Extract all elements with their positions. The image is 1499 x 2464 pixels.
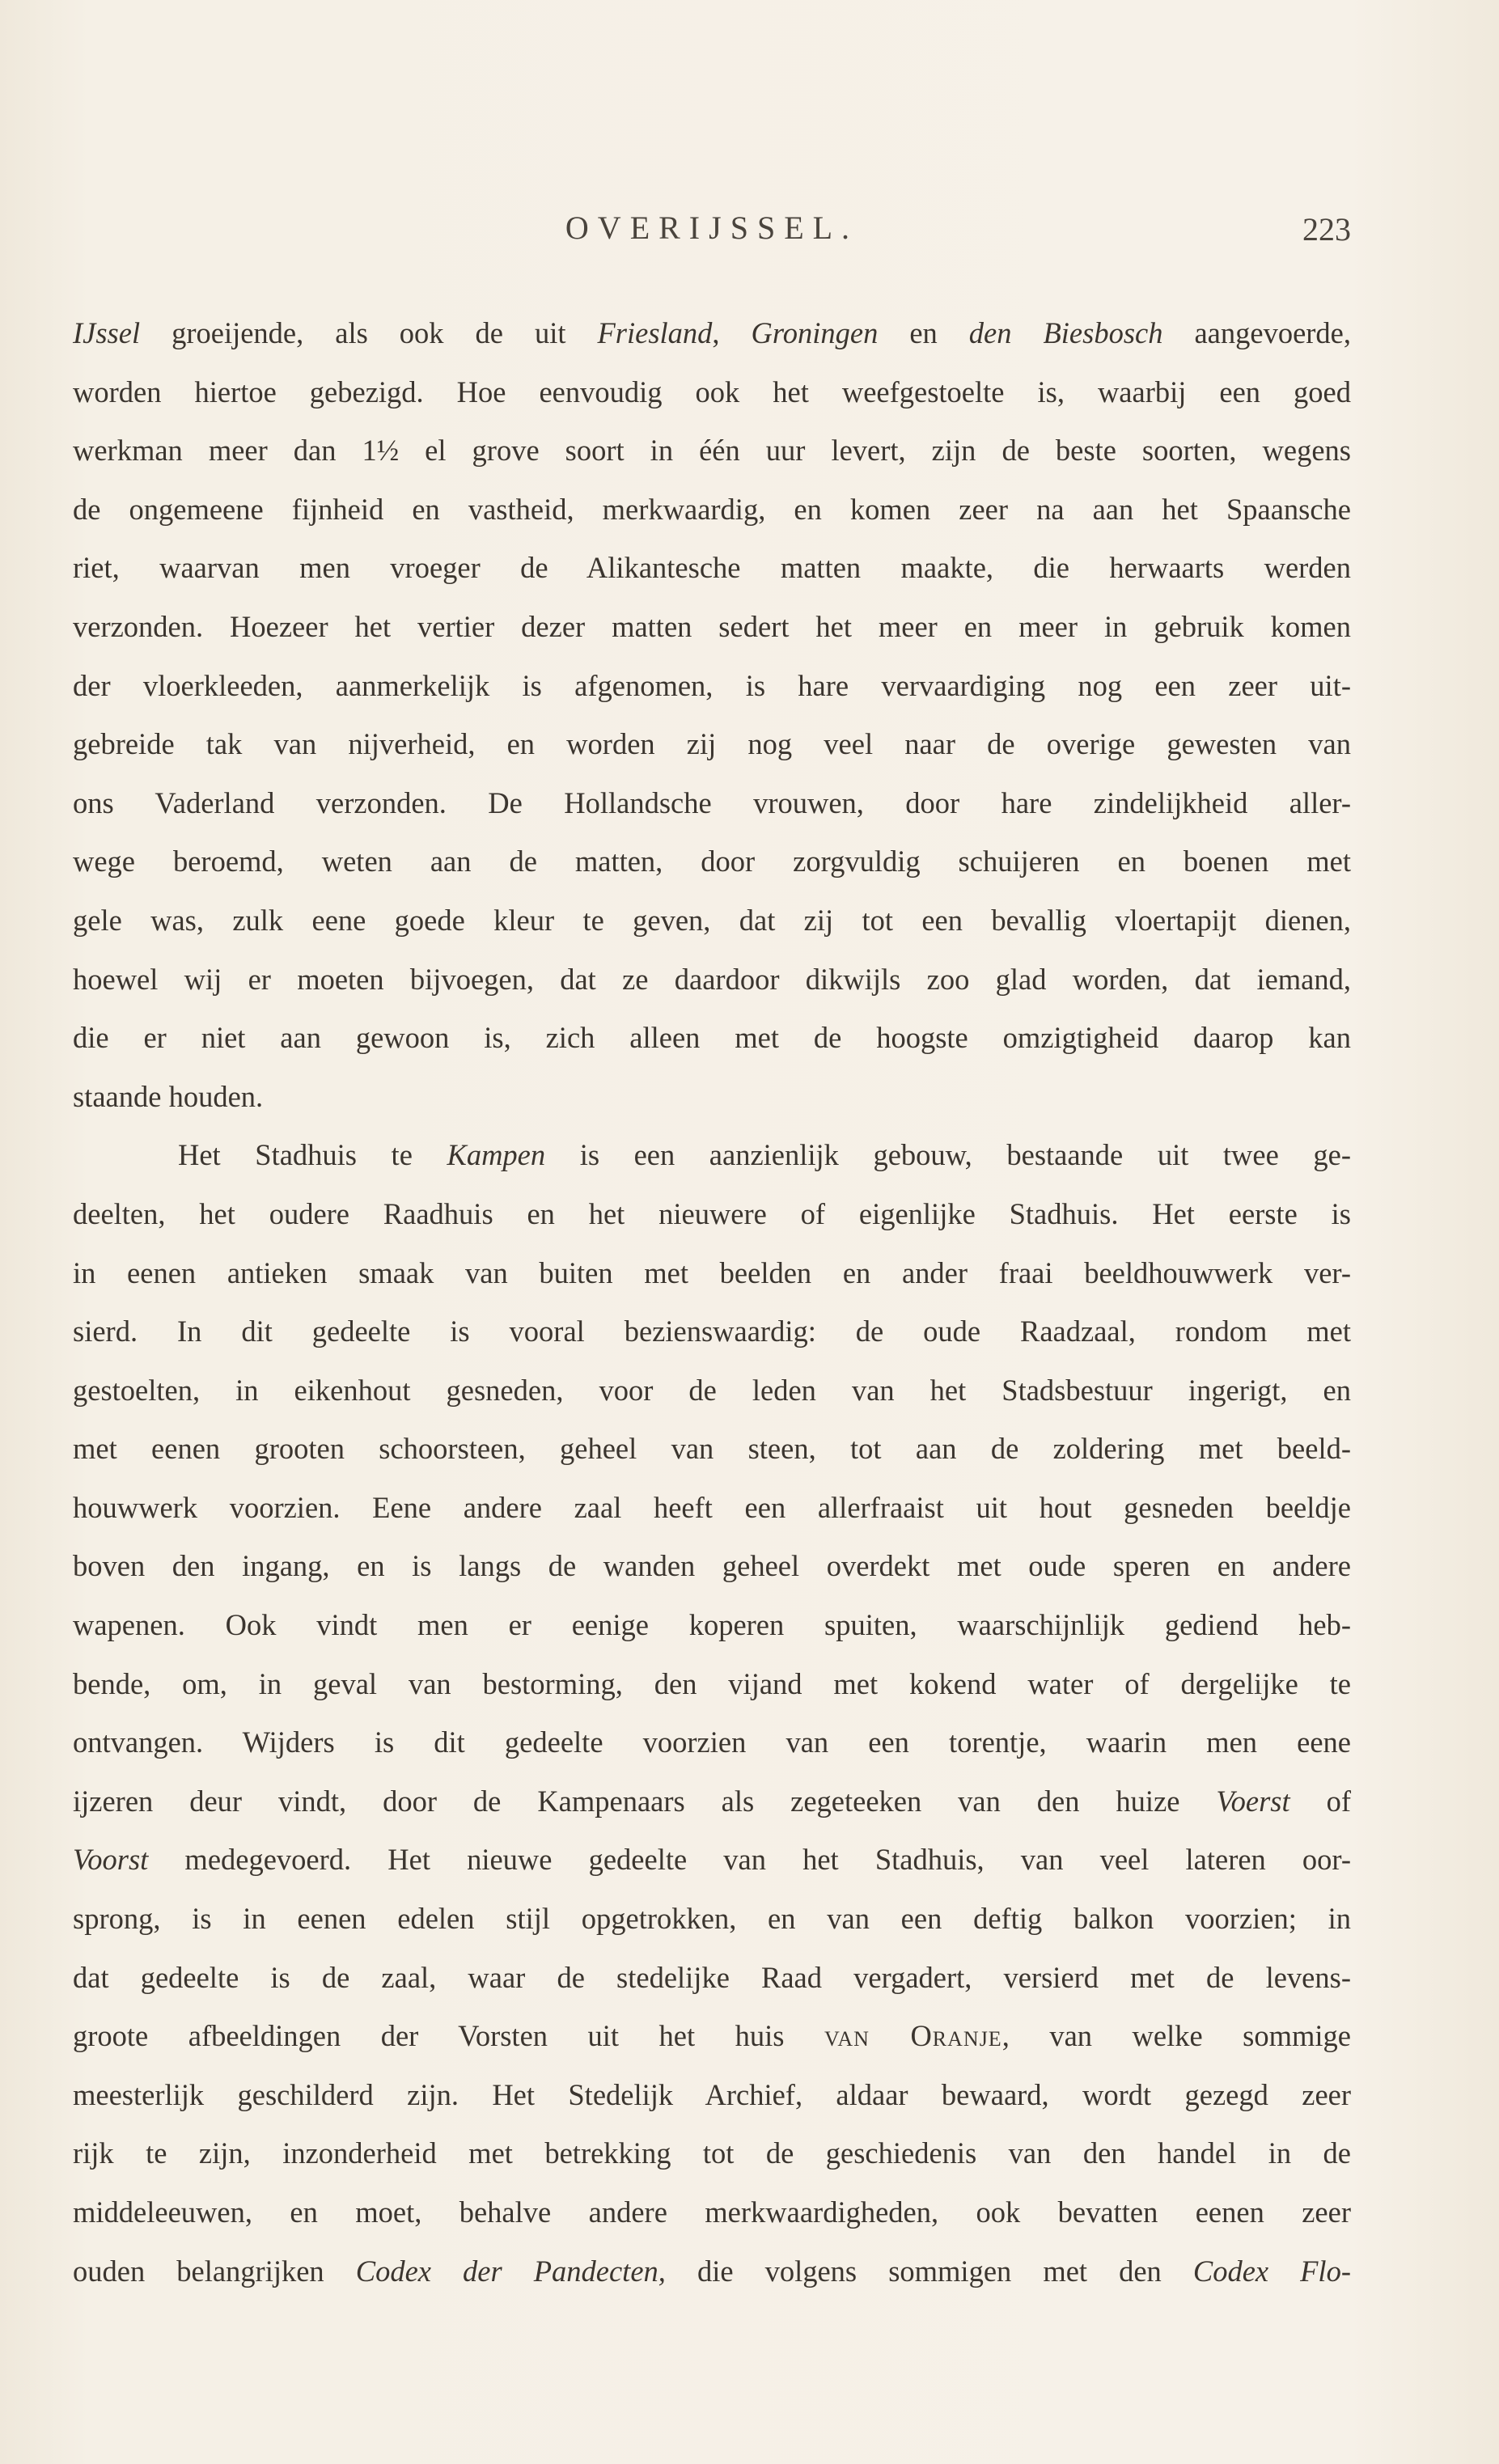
text-line: worden hiertoe gebezigd. Hoe eenvoudig ook het weefgestoelte is, waarbij een goed xyxy=(73,375,1351,409)
text-line: die er niet aan gewoon is, zich alleen met de hoogste omzigtigheid daarop kan xyxy=(73,1021,1351,1055)
italic-place-name: Friesland xyxy=(597,316,713,349)
paragraph-2 xyxy=(73,1126,1351,2301)
text-line: riet, waarvan men vroeger de Alikantesche matten maakte, die herwaarts werden xyxy=(73,551,1351,585)
text-run: en xyxy=(878,316,969,349)
text-line xyxy=(73,1772,1351,1831)
text-line: deelten, het oudere Raadhuis en het nieuwere of eigenlijke Stadhuis. Het eerste is xyxy=(73,1196,1351,1230)
text-run: aangevoerde, xyxy=(1162,316,1352,349)
text-line xyxy=(73,2007,1351,2066)
text-line: met eenen grooten schoorsteen, geheel van steen, tot aan de zoldering met beeld- xyxy=(73,1432,1351,1466)
text-run: die volgens sommigen met den xyxy=(665,2254,1193,2288)
text-line: houwwerk voorzien. Eene andere zaal heeft een allerfraaist uit hout gesneden beeldje xyxy=(73,1490,1351,1524)
small-caps-name: van Oranje xyxy=(824,2019,1002,2053)
text-line: verzonden. Hoezeer het vertier dezer matten sedert het meer en meer in gebruik komen xyxy=(73,609,1351,643)
text-line: gestoelten, in eikenhout gesneden, voor de leden van het Stadsbestuur ingerigt, en xyxy=(73,1373,1351,1407)
text-line: gebreide tak van nijverheid, en worden zij nog veel naar de overige gewesten van xyxy=(73,727,1351,761)
page-number: 223 xyxy=(1302,211,1351,248)
italic-name: Voorst xyxy=(73,1843,149,1877)
text-line: rijk te zijn, inzonderheid met betrekking tot de geschiedenis van den handel in de xyxy=(73,2136,1351,2170)
text-line xyxy=(73,304,1351,363)
text-line: wapenen. Ook vindt men er eenige koperen spuiten, waarschijnlijk gediend heb- xyxy=(73,1608,1351,1642)
text-line: sierd. In dit gedeelte is vooral bezienswaardig: de oude Raadzaal, rondom met xyxy=(73,1315,1351,1348)
text-line: ons Vaderland verzonden. De Hollandsche vrouwen, door hare zindelijkheid aller- xyxy=(73,785,1351,819)
text-run: Het Stadhuis te xyxy=(178,1138,447,1172)
text-line: meesterlijk geschilderd zijn. Het Stedelijk Archief, aldaar bewaard, wordt gezegd zeer xyxy=(73,2077,1351,2111)
text-run: , van welke sommige xyxy=(1001,2019,1351,2053)
body-text xyxy=(73,304,1351,2301)
text-line: staande houden. xyxy=(73,1079,264,1113)
text-line: boven den ingang, en is langs de wanden geheel overdekt met oude speren en andere xyxy=(73,1549,1351,1583)
text-line: ontvangen. Wijders is dit gedeelte voorzien van een torentje, waarin men eene xyxy=(73,1725,1351,1759)
text-line: de ongemeene fijnheid en vastheid, merkwaardig, en komen zeer na aan het Spaansche xyxy=(73,492,1351,526)
italic-place-name: den Biesbosch xyxy=(968,316,1163,349)
text-run: groeijende, als ook de uit xyxy=(140,316,598,349)
paragraph-1 xyxy=(73,304,1351,1126)
text-line xyxy=(73,2242,1351,2301)
text-line: wege beroemd, weten aan de matten, door zorgvuldig schuijeren en boenen met xyxy=(73,845,1351,878)
text-line: werkman meer dan 1½ el grove soort in één uur levert, zijn de beste soorten, wegens xyxy=(73,434,1351,468)
italic-title: Codex Flo- xyxy=(1192,2254,1351,2288)
text-line: hoewel wij er moeten bijvoegen, dat ze daardoor dikwijls zoo glad worden, dat iemand, xyxy=(73,962,1351,996)
text-line xyxy=(73,1126,1351,1185)
text-line xyxy=(73,1831,1351,1890)
italic-place-name: Kampen xyxy=(447,1138,546,1172)
text-line: middeleeuwen, en moet, behalve andere merkwaardigheden, ook bevatten eenen zeer xyxy=(73,2195,1351,2229)
page-header xyxy=(73,209,1351,257)
italic-name: Voerst xyxy=(1216,1784,1290,1818)
text-line: dat gedeelte is de zaal, waar de stedelijke Raad vergadert, versierd met de levens- xyxy=(73,1960,1351,1994)
text-run: medegevoerd. Het nieuwe gedeelte van het Stadhuis, van veel lateren oor- xyxy=(148,1843,1351,1877)
text-line: gele was, zulk eene goede kleur te geven, dat zij tot een bevallig vloertapijt dienen, xyxy=(73,903,1351,937)
text-line: sprong, is in eenen edelen stijl opgetrokken, en van een deftig balkon voorzien; in xyxy=(73,1902,1351,1936)
text-line: bende, om, in geval van bestorming, den vijand met kokend water of dergelijke te xyxy=(73,1666,1351,1700)
italic-place-name: Groningen xyxy=(751,316,879,349)
text-line: der vloerkleeden, aanmerkelijk is afgenomen, is hare vervaardiging nog een zeer uit- xyxy=(73,668,1351,702)
italic-place-name: IJssel xyxy=(73,316,141,349)
text-run: , xyxy=(712,316,752,349)
text-line: in eenen antieken smaak van buiten met beelden en ander fraai beeldhouwwerk ver- xyxy=(73,1255,1351,1289)
running-head: OVERIJSSEL. xyxy=(565,210,859,246)
text-run: of xyxy=(1289,1784,1351,1818)
text-run: is een aanzienlijk gebouw, bestaande uit twee ge- xyxy=(545,1138,1351,1172)
italic-title: Codex der Pandecten, xyxy=(355,2254,666,2288)
text-run: groote afbeeldingen der Vorsten uit het huis xyxy=(73,2019,824,2053)
text-run: ouden belangrijken xyxy=(73,2254,356,2288)
text-run: ijzeren deur vindt, door de Kampenaars als zegeteeken van den huize xyxy=(73,1784,1217,1818)
